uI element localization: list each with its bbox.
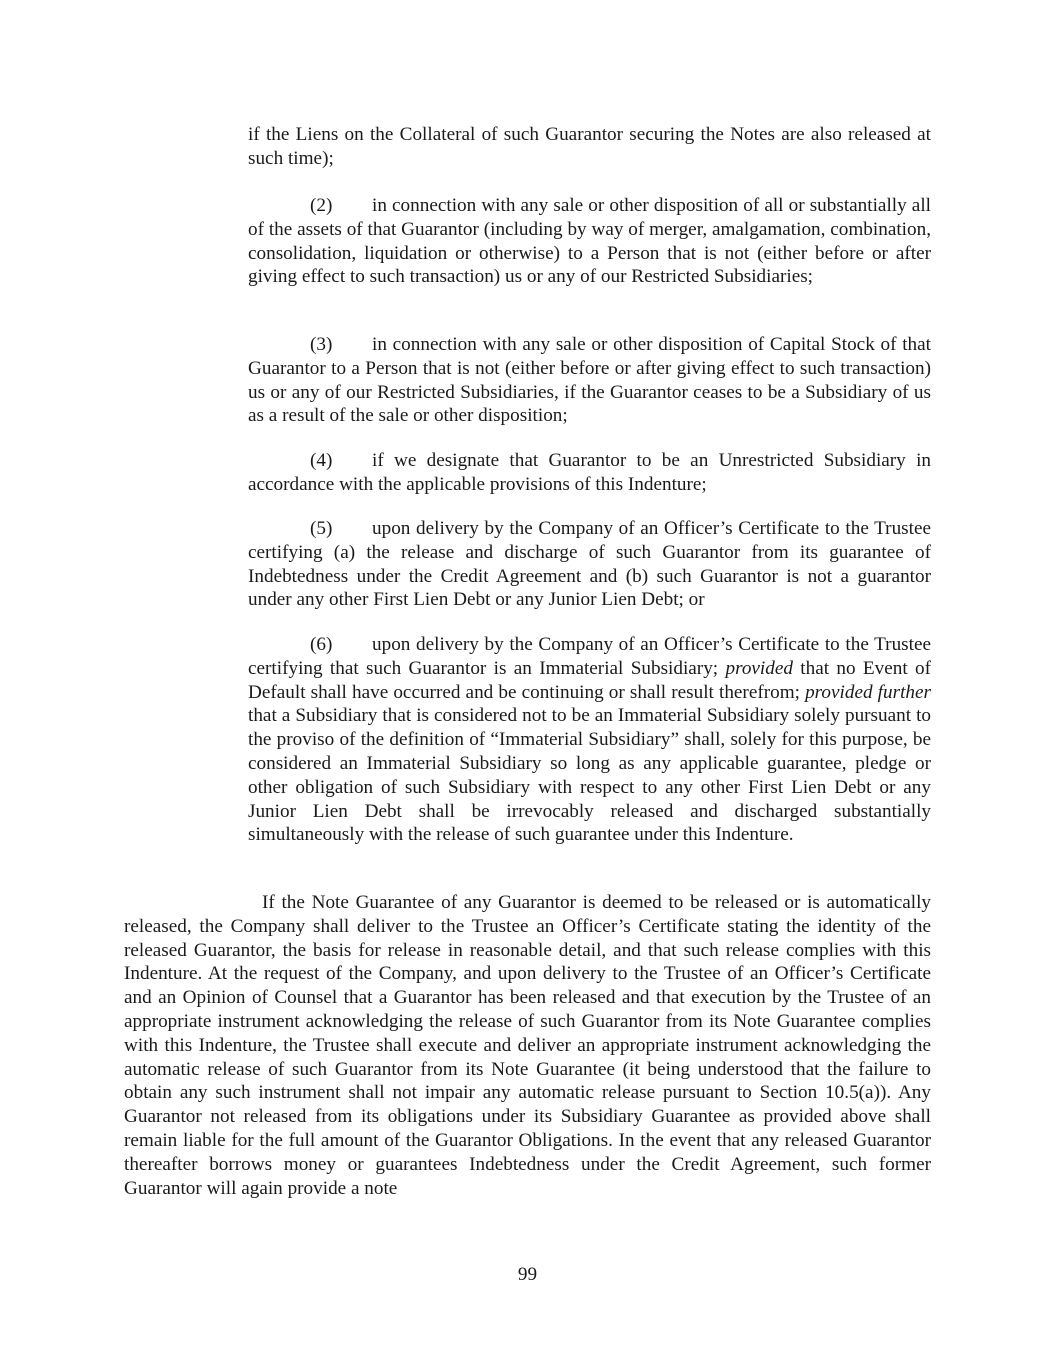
list-item-number: (6)	[310, 634, 333, 655]
list-item-text-part3: that a Subsidiary that is considered not to be an Immaterial Subsidiary solely pursuant to the proviso of the definition of “Immaterial Subsidiary” shall, solely for this purpose, be considered an Immaterial Subsidiary so long as any applicable guarantee, pledge or other obligation of such Subsidiary with respect to any other First Lien Debt or any Junior Lien Debt shall be irrevocably released and discharged substantially simultaneously with the release of such guarantee under this Indenture.	[248, 705, 931, 846]
body-paragraph: If the Note Guarantee of any Guarantor is deemed to be released or is automatically released, the Company shall deliver to the Trustee an Officer’s Certificate stating the identity of the released Guarantor, the basis for release in reasonable detail, and that such release complies with this Indenture. At the request of the Company, and upon delivery to the Trustee of an Officer’s Certificate and an Opinion of Counsel that a Guarantor has been released and that execution by the Trustee of an appropriate instrument acknowledging the release of such Guarantor from its Note Guarantee complies with this Indenture, the Trustee shall execute and deliver an appropriate instrument acknowledging the automatic release of such Guarantor from its Note Guarantee (it being understood that the failure to obtain any such instrument shall not impair any automatic release pursuant to Section 10.5(a)). Any Guarantor not released from its obligations under its Subsidiary Guarantee as provided above shall remain liable for the full amount of the Guarantor Obligations. In the event that any released Guarantor thereafter borrows money or guarantees Indebtedness under the Credit Agreement, such former Guarantor will again provide a note	[124, 892, 931, 1199]
list-item-text: in connection with any sale or other disposition of Capital Stock of that Guarantor to a Person that is not (either before or after giving effect to such transaction) us or any of our Restricted Subsidiaries, if the Guarantor ceases to be a Subsidiary of us as a result of the sale or other disposition;	[248, 334, 931, 427]
list-item-text: if we designate that Guarantor to be an Unrestricted Subsidiary in accordance with the applicable provisions of this Indenture;	[248, 450, 931, 495]
list-item-italic-provided-further: provided further	[805, 681, 931, 703]
list-item-number: (2)	[310, 195, 333, 216]
list-item-2	[248, 194, 931, 289]
list-item-text: in connection with any sale or other disposition of all or substantially all of the assets of that Guarantor (including by way of merger, amalgamation, combination, consolidation, liquidation or otherwise) to a Person that is not (either before or after giving effect to such transaction) us or any of our Restricted Subsidiaries;	[248, 195, 931, 288]
list-item-3	[248, 333, 931, 428]
list-item-5	[248, 517, 931, 612]
list-item-italic-provided: provided	[725, 657, 793, 679]
list-item-number: (5)	[310, 518, 333, 539]
list-item-4	[248, 449, 931, 497]
list-item-text: upon delivery by the Company of an Officer’s Certificate to the Trustee certifying (a) the release and discharge of such Guarantor from its guarantee of Indebtedness under the Credit Agreement and (b) such Guarantor is not a guarantor under any other First Lien Debt or any Junior Lien Debt; or	[248, 518, 931, 611]
continuation-paragraph: if the Liens on the Collateral of such Guarantor securing the Notes are also released at such time);	[248, 124, 931, 169]
list-item-number: (4)	[310, 450, 333, 471]
list-item-text-part2: that no Event of Default shall have occurred and be continuing or shall result therefrom;	[248, 657, 931, 703]
list-item-6	[248, 633, 931, 847]
list-item-number: (3)	[310, 334, 333, 355]
list-item-text-part1: upon delivery by the Company of an Officer’s Certificate to the Trustee certifying that such Guarantor is an Immaterial Subsidiary;	[248, 634, 931, 679]
page-number: 99	[517, 1264, 538, 1285]
